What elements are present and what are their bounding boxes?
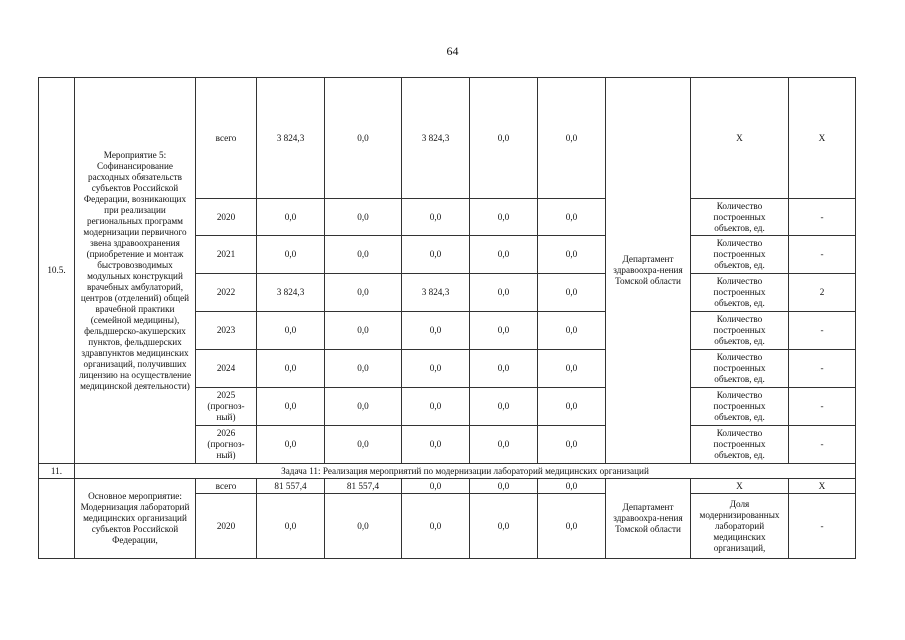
indicator-cell: Количество построенных объектов, ед. <box>691 312 789 350</box>
funding-total: 0,0 <box>257 350 325 388</box>
target-value: - <box>789 312 856 350</box>
indicator-cell: Доля модернизированных лабораторий медицинских организаций, <box>691 494 789 559</box>
period-cell: 2025 (прогноз-ный) <box>196 388 257 426</box>
funding-total: 3 824,3 <box>257 78 325 199</box>
funding-federal: 0,0 <box>325 494 402 559</box>
period-cell: всего <box>196 78 257 199</box>
funding-local: 0,0 <box>470 350 538 388</box>
funding-federal: 0,0 <box>325 199 402 236</box>
row-number: 10.5. <box>39 78 75 464</box>
program-table <box>38 77 856 559</box>
period-cell: 2024 <box>196 350 257 388</box>
funding-regional: 0,0 <box>402 426 470 464</box>
indicator-cell: Количество построенных объектов, ед. <box>691 274 789 312</box>
funding-other: 0,0 <box>538 236 606 274</box>
department-cell: Департамент здравоохра-нения Томской области <box>606 78 691 464</box>
funding-total: 0,0 <box>257 388 325 426</box>
funding-local: 0,0 <box>470 312 538 350</box>
table-row <box>39 78 856 199</box>
period-cell: всего <box>196 479 257 494</box>
funding-other: 0,0 <box>538 388 606 426</box>
funding-local: 0,0 <box>470 426 538 464</box>
funding-regional: 0,0 <box>402 388 470 426</box>
funding-local: 0,0 <box>470 236 538 274</box>
funding-total: 0,0 <box>257 312 325 350</box>
funding-local: 0,0 <box>470 388 538 426</box>
period-cell: 2021 <box>196 236 257 274</box>
period-cell: 2020 <box>196 494 257 559</box>
funding-regional: 0,0 <box>402 479 470 494</box>
funding-other: 0,0 <box>538 494 606 559</box>
funding-total: 81 557,4 <box>257 479 325 494</box>
indicator-cell: Количество построенных объектов, ед. <box>691 199 789 236</box>
funding-regional: 0,0 <box>402 494 470 559</box>
department-cell: Департамент здравоохра-нения Томской области <box>606 479 691 559</box>
target-value: - <box>789 388 856 426</box>
funding-regional: 0,0 <box>402 199 470 236</box>
target-value: - <box>789 494 856 559</box>
target-value: 2 <box>789 274 856 312</box>
funding-federal: 81 557,4 <box>325 479 402 494</box>
funding-federal: 0,0 <box>325 312 402 350</box>
funding-total: 0,0 <box>257 494 325 559</box>
empty-number-cell <box>39 479 75 559</box>
indicator-cell: Количество построенных объектов, ед. <box>691 426 789 464</box>
funding-total: 0,0 <box>257 199 325 236</box>
period-cell: 2022 <box>196 274 257 312</box>
target-value: - <box>789 199 856 236</box>
funding-local: 0,0 <box>470 274 538 312</box>
funding-other: 0,0 <box>538 199 606 236</box>
funding-other: 0,0 <box>538 350 606 388</box>
funding-local: 0,0 <box>470 479 538 494</box>
funding-other: 0,0 <box>538 479 606 494</box>
funding-other: 0,0 <box>538 274 606 312</box>
indicator-cell: X <box>691 479 789 494</box>
funding-total: 0,0 <box>257 236 325 274</box>
period-cell: 2026 (прогноз-ный) <box>196 426 257 464</box>
funding-regional: 3 824,3 <box>402 78 470 199</box>
funding-other: 0,0 <box>538 312 606 350</box>
measure-description: Основное мероприятие: Модернизация лабораторий медицинских организаций субъектов Российской Федерации, <box>75 479 196 559</box>
funding-total: 3 824,3 <box>257 274 325 312</box>
task-row <box>39 464 856 479</box>
funding-regional: 0,0 <box>402 350 470 388</box>
funding-local: 0,0 <box>470 78 538 199</box>
funding-other: 0,0 <box>538 78 606 199</box>
target-value: - <box>789 236 856 274</box>
funding-federal: 0,0 <box>325 388 402 426</box>
period-cell: 2020 <box>196 199 257 236</box>
period-cell: 2023 <box>196 312 257 350</box>
funding-local: 0,0 <box>470 199 538 236</box>
task-title: Задача 11: Реализация мероприятий по модернизации лабораторий медицинских организаций <box>75 464 856 479</box>
funding-federal: 0,0 <box>325 236 402 274</box>
funding-federal: 0,0 <box>325 426 402 464</box>
funding-total: 0,0 <box>257 426 325 464</box>
measure-description: Мероприятие 5: Софинансирование расходных обязательств субъектов Российской Федерации, возникающих при реализации региональных программ модернизации первичного звена здравоохранения (приобретение и монтаж быстровозводимых модульных конструкций врачебных амбулаторий, центров (отделений) общей врачебной практики (семейной медицины), фельдшерско-акушерских пунктов, фельдшерских здравпунктов медицинских организаций, получивших лицензию на осуществление медицинской деятельности) <box>75 78 196 464</box>
target-value: - <box>789 426 856 464</box>
target-value: - <box>789 350 856 388</box>
target-value: X <box>789 78 856 199</box>
row-number: 11. <box>39 464 75 479</box>
indicator-cell: Количество построенных объектов, ед. <box>691 388 789 426</box>
table-row <box>39 479 856 494</box>
funding-federal: 0,0 <box>325 274 402 312</box>
indicator-cell: Количество построенных объектов, ед. <box>691 350 789 388</box>
funding-regional: 0,0 <box>402 236 470 274</box>
indicator-cell: X <box>691 78 789 199</box>
funding-regional: 3 824,3 <box>402 274 470 312</box>
funding-federal: 0,0 <box>325 350 402 388</box>
indicator-cell: Количество построенных объектов, ед. <box>691 236 789 274</box>
funding-local: 0,0 <box>470 494 538 559</box>
page-number: 64 <box>446 44 459 58</box>
funding-regional: 0,0 <box>402 312 470 350</box>
target-value: X <box>789 479 856 494</box>
funding-federal: 0,0 <box>325 78 402 199</box>
funding-other: 0,0 <box>538 426 606 464</box>
